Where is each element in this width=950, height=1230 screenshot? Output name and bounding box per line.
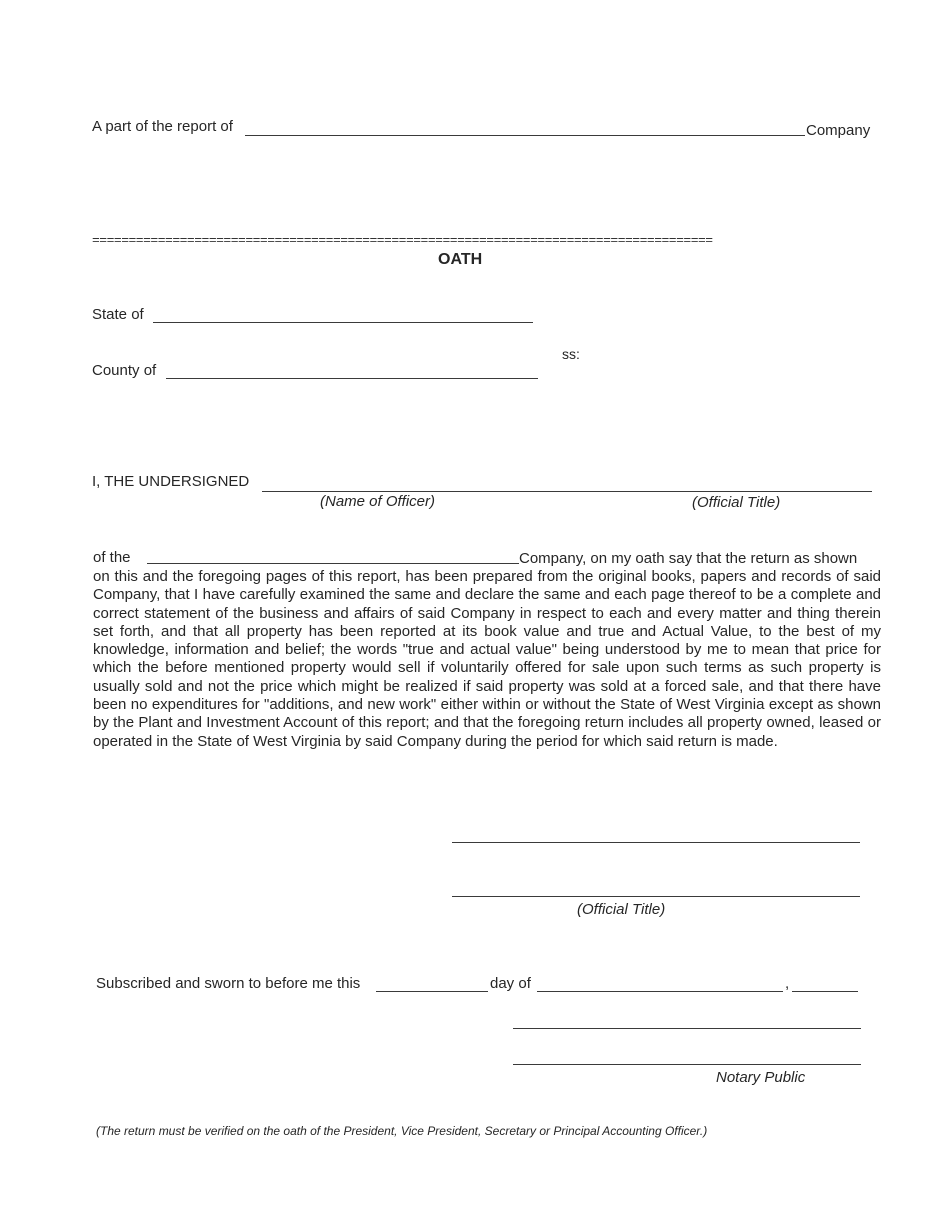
year-field[interactable] (792, 991, 858, 992)
notary-name-line[interactable] (513, 1064, 861, 1065)
signature-official-title-caption: (Official Title) (577, 901, 666, 918)
notary-signature-line[interactable] (513, 1028, 861, 1029)
oath-title: OATH (438, 251, 483, 268)
oath-first-line-tail: Company, on my oath say that the return as shown (519, 550, 858, 567)
of-the-label: of the (93, 549, 131, 566)
company-suffix-label: Company (806, 122, 871, 139)
month-field[interactable] (537, 991, 783, 992)
signature-line[interactable] (452, 842, 860, 843)
oath-paragraph: on this and the foregoing pages of this report, has been prepared from the original books, papers and records of said Company, that I have carefully examined the same and declare the same and each page thereof to be a complete and correct statement of the business and affairs of said Company in respect to each and every matter and thing therein set forth, and that all property has been reported at its book value and true and Actual Value, to the best of my knowledge, information and belief; the words "true and actual value" being understood by me to mean that price for which the before mentioned property would sell if voluntarily offered for sale upon such terms as such property is usually sold and not the price which might be realized if said property was sold at a forced sale, and that there have been no expenditures for "additions, and new work" either within or without the State of West Virginia except as shown by the Plant and Investment Account of this report; and that the foregoing return includes all property owned, leased or operated in the State of West Virginia by said Company during the period for which said return is made. (93, 568, 881, 750)
county-label: County of (92, 362, 157, 379)
company-field-oath[interactable] (147, 563, 519, 564)
undersigned-label: I, THE UNDERSIGNED (92, 473, 250, 490)
state-label: State of (92, 306, 144, 323)
official-title-caption: (Official Title) (692, 494, 781, 511)
verification-footnote: (The return must be verified on the oath of the President, Vice President, Secretary or Principal Accounting Officer.) (96, 1124, 708, 1138)
company-name-field[interactable] (245, 135, 805, 136)
day-field[interactable] (376, 991, 488, 992)
notary-public-caption: Notary Public (716, 1069, 806, 1086)
name-of-officer-caption: (Name of Officer) (320, 493, 436, 510)
report-of-label: A part of the report of (92, 118, 233, 135)
county-field[interactable] (166, 378, 538, 379)
signature-title-line[interactable] (452, 896, 860, 897)
subscribed-label: Subscribed and sworn to before me this (96, 975, 361, 992)
date-comma: , (785, 975, 790, 992)
officer-name-title-field[interactable] (262, 491, 872, 492)
day-of-label: day of (490, 975, 531, 992)
state-field[interactable] (153, 322, 533, 323)
separator-line: ===================================================================================== (92, 233, 713, 248)
ss-label: ss: (562, 346, 580, 362)
